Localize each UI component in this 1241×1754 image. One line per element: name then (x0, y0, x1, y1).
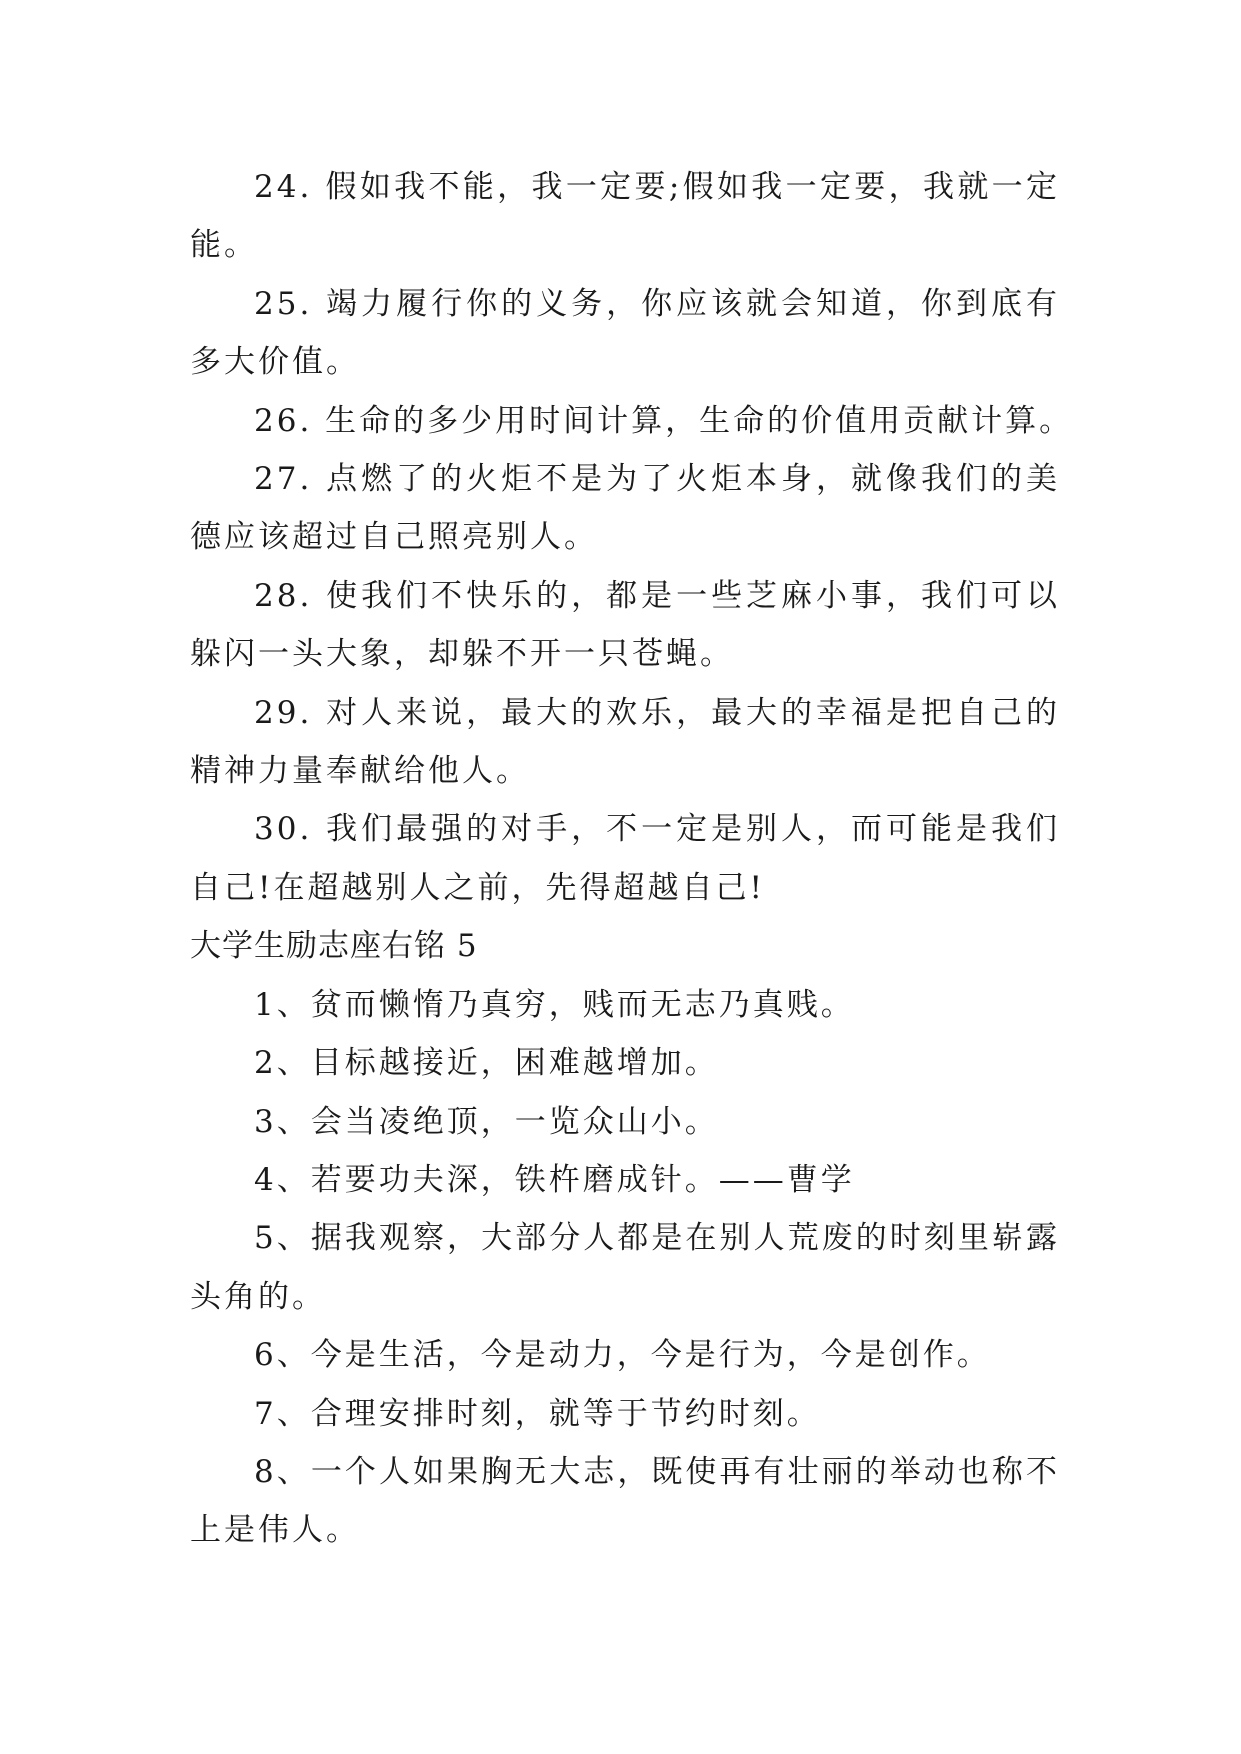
motto-item: 2、目标越接近，困难越增加。 (254, 1045, 719, 1082)
quote-paragraph: 29. 对人来说，最大的欢乐，最大的幸福是把自己的精神力量奉献给他人。 (190, 694, 1060, 790)
quote-paragraph: 27. 点燃了的火炬不是为了火炬本身，就像我们的美德应该超过自己照亮别人。 (190, 461, 1060, 556)
quote-paragraph: 24. 假如我不能，我一定要;假如我一定要，我就一定能。 (190, 169, 1060, 264)
section-heading: 大学生励志座右铭 5 (190, 928, 478, 965)
motto-item: 1、贫而懒惰乃真穷，贱而无志乃真贱。 (254, 986, 855, 1023)
quote-paragraph: 25. 竭力履行你的义务，你应该就会知道，你到底有多大价值。 (190, 285, 1060, 381)
motto-item: 8、一个人如果胸无大志，既使再有壮丽的举动也称不上是伟人。 (190, 1453, 1060, 1549)
quote-paragraph: 28. 使我们不快乐的，都是一些芝麻小事，我们可以躲闪一头大象，却躲不开一只苍蝇。 (190, 577, 1060, 673)
quote-paragraph: 30. 我们最强的对手，不一定是别人，而可能是我们自己!在超越别人之前，先得超越自己! (190, 811, 1060, 906)
motto-item: 5、据我观察，大部分人都是在别人荒废的时刻里崭露头角的。 (190, 1220, 1060, 1315)
motto-item: 3、会当凌绝顶，一览众山小。 (254, 1103, 719, 1140)
motto-item: 7、合理安排时刻，就等于节约时刻。 (254, 1395, 821, 1432)
quote-paragraph: 26. 生命的多少用时间计算，生命的价值用贡献计算。 (254, 402, 1074, 439)
motto-item: 4、若要功夫深，铁杵磨成针。——曹学 (254, 1161, 855, 1198)
motto-item: 6、今是生活，今是动力，今是行为，今是创作。 (254, 1337, 991, 1374)
document-body (190, 158, 1074, 1560)
